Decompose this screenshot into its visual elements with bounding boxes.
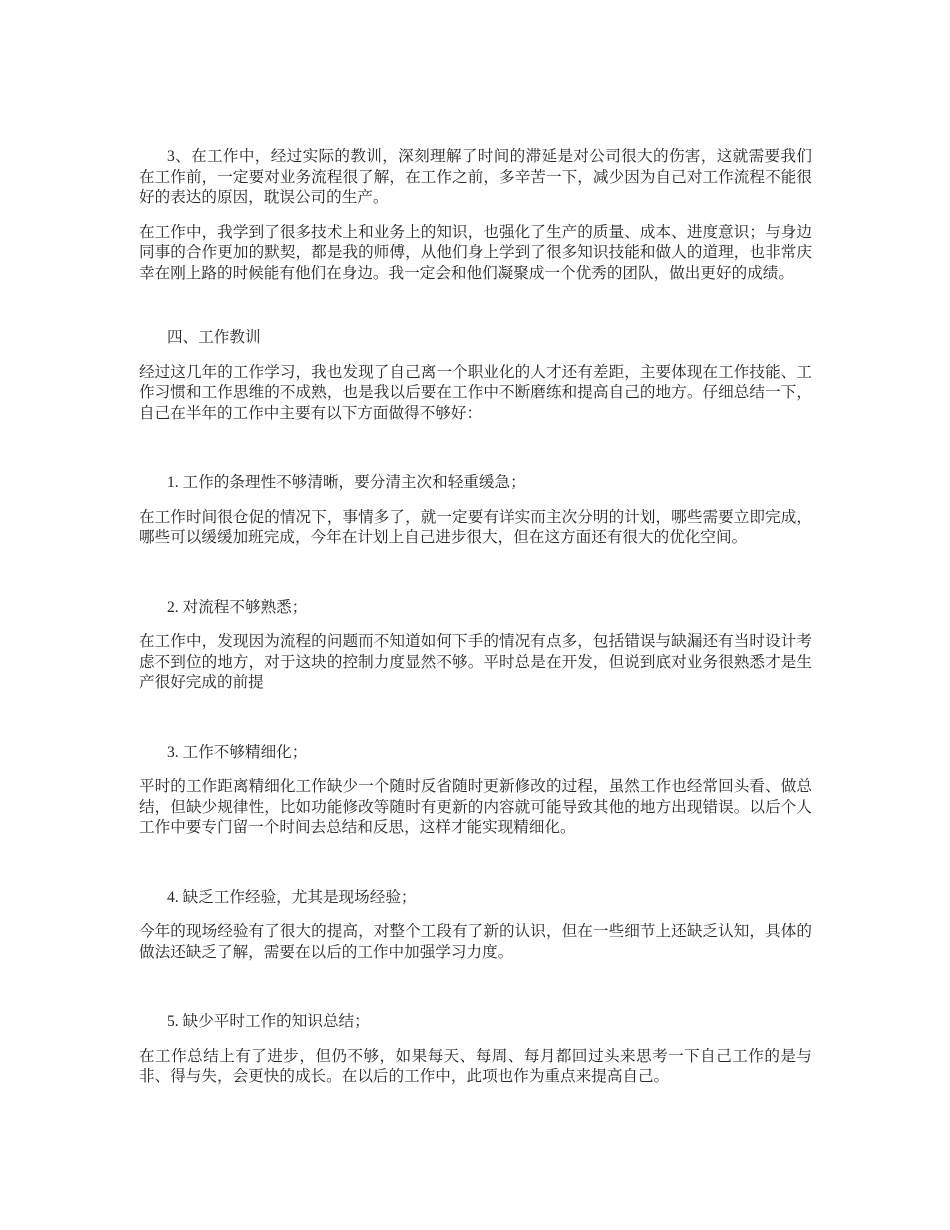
item-heading-4: 4. 缺乏工作经验，尤其是现场经验； [167,888,417,906]
paragraph-item-4-detail: 今年的现场经验有了很大的提高，对整个工段有了新的认识，但在一些细节上还缺乏认知，具体的做法还缺乏了解，需要在以后的工作中加强学习力度。 [139,923,812,961]
section-heading-work-lessons: 四、工作教训 [167,329,261,346]
paragraph-item-1-detail: 在工作时间很仓促的情况下，事情多了，就一定要有详实而主次分明的计划，哪些需要立即完成，哪些可以缓缓加班完成，今年在计划上自己进步很大，但在这方面还有很大的优化空间。 [139,508,812,546]
paragraph-item-5-detail: 在工作总结上有了进步，但仍不够，如果每天、每周、每月都回过头来思考一下自己工作的是与非、得与失，会更快的成长。在以后的工作中，此项也作为重点来提高自己。 [139,1047,812,1085]
paragraph-item-3-detail: 平时的工作距离精细化工作缺少一个随时反省随时更新修改的过程，虽然工作也经常回头看、做总结，但缺少规律性，比如功能修改等随时有更新的内容就可能导致其他的地方出现错误。以后个人工作中要专门留一个时间去总结和反思，这样才能实现精细化。 [139,778,812,836]
document-body [139,0,812,1088]
item-heading-1: 1. 工作的条理性不够清晰，要分清主次和轻重缓急； [167,474,526,491]
paragraph-item-2-detail: 在工作中，发现因为流程的问题而不知道如何下手的情况有点多，包括错误与缺漏还有当时设计考虑不到位的地方，对于这块的控制力度显然不够。平时总是在开发，但说到底对业务很熟悉才是生产很好完成的前提 [139,633,812,691]
item-heading-2: 2. 对流程不够熟悉； [167,598,308,616]
paragraph-lesson-3: 3、在工作中，经过实际的教训，深刻理解了时间的滞延是对公司很大的伤害，这就需要我们在工作前，一定要对业务流程很了解，在工作之前，多辛苦一下，减少因为自己对工作流程不能很好的表达的原因，耽误公司的生产。 [139,148,812,206]
item-heading-5: 5. 缺少平时工作的知识总结； [167,1013,370,1030]
paragraph-section-intro: 经过这几年的工作学习，我也发现了自己离一个职业化的人才还有差距，主要体现在工作技能、工作习惯和工作思维的不成熟，也是我以后要在工作中不断磨练和提高自己的地方。仔细总结一下，自己在半年的工作中主要有以下方面做得不够好： [139,363,812,422]
paragraph-work-gains: 在工作中，我学到了很多技术上和业务上的知识，也强化了生产的质量、成本、进度意识；与身边同事的合作更加的默契，都是我的师傅，从他们身上学到了很多知识技能和做人的道理，也非常庆幸在刚上路的时候能有他们在身边。我一定会和他们凝聚成一个优秀的团队，做出更好的成绩。 [139,223,812,282]
item-heading-3: 3. 工作不够精细化； [167,743,308,761]
